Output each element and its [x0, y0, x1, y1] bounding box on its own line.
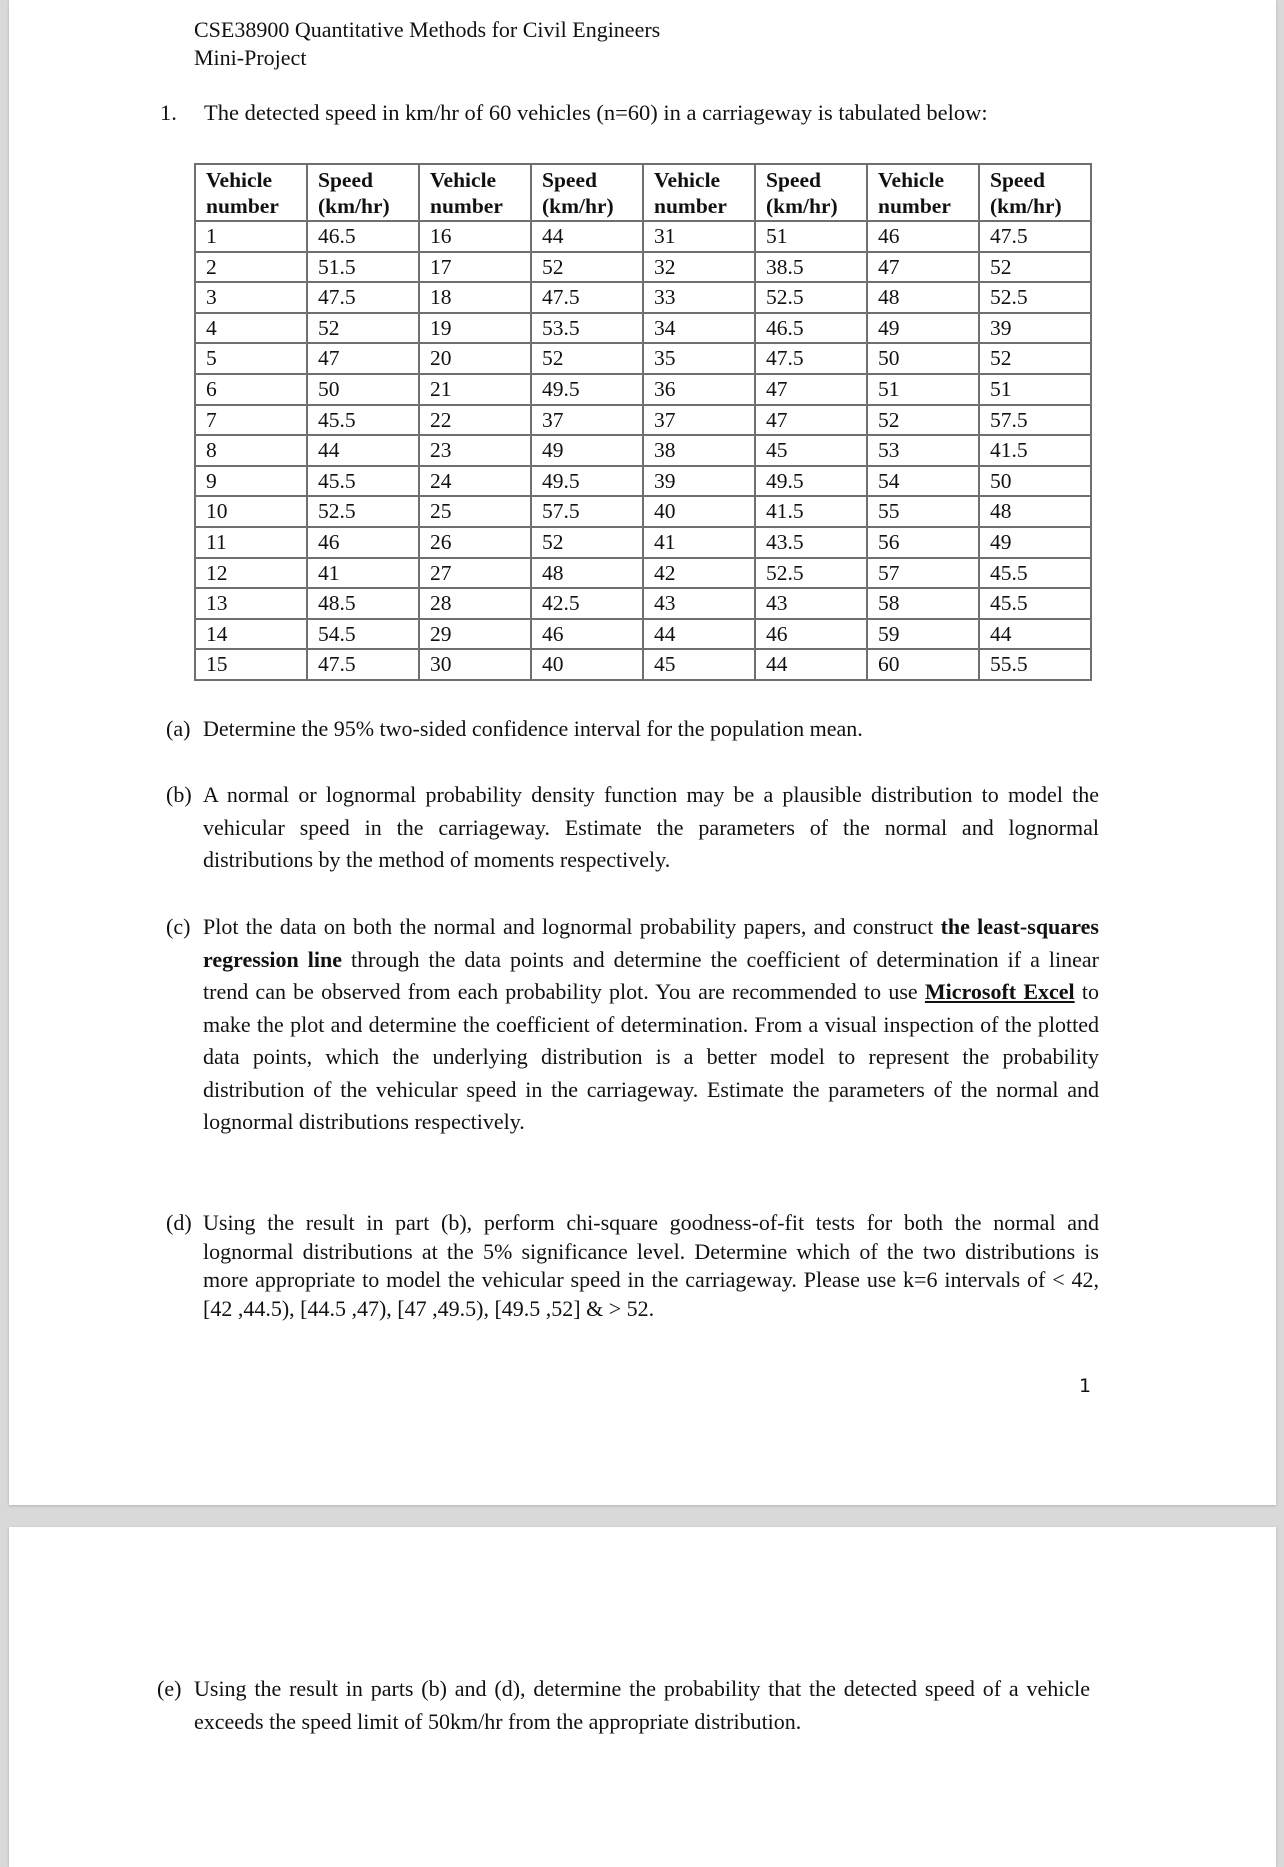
part-b: [166, 779, 1099, 877]
speed-cell: 48: [979, 496, 1091, 527]
vehicle-number-cell: 55: [867, 496, 979, 527]
part-a-label: (a): [166, 716, 191, 741]
table-row: [195, 527, 1091, 558]
vehicle-number-cell: 59: [867, 619, 979, 650]
vehicle-number-cell: 16: [419, 221, 531, 252]
speed-cell: 48: [531, 558, 643, 589]
speed-cell: 55.5: [979, 649, 1091, 680]
speed-cell: 51: [979, 374, 1091, 405]
vehicle-number-cell: 35: [643, 343, 755, 374]
part-c-text-1: Plot the data on both the normal and lognormal probability papers, and construct: [203, 914, 941, 939]
speed-cell: 37: [531, 405, 643, 436]
table-row: [195, 221, 1091, 252]
table-body: [195, 221, 1091, 680]
vehicle-number-cell: 21: [419, 374, 531, 405]
vehicle-number-cell: 20: [419, 343, 531, 374]
speed-cell: 47: [755, 405, 867, 436]
table-row: [195, 619, 1091, 650]
vehicle-number-cell: 58: [867, 588, 979, 619]
speed-cell: 45.5: [307, 466, 419, 497]
header-vehicle-number: Vehicle number: [419, 164, 531, 221]
header-vehicle-number: Vehicle number: [643, 164, 755, 221]
speed-cell: 49.5: [531, 466, 643, 497]
part-b-text: A normal or lognormal probability density function may be a plausible distribution to model the vehicular speed in the carriageway. Estimate the parameters of the normal and lognormal distributions by the method of moments respectively.: [203, 782, 1099, 872]
speed-cell: 52.5: [307, 496, 419, 527]
document-page-1: [9, 0, 1276, 1505]
speed-cell: 52: [979, 343, 1091, 374]
speed-cell: 40: [531, 649, 643, 680]
part-c-label: (c): [166, 914, 191, 939]
speed-cell: 41.5: [755, 496, 867, 527]
vehicle-number-cell: 15: [195, 649, 307, 680]
speed-cell: 44: [755, 649, 867, 680]
table-row: [195, 343, 1091, 374]
header-vehicle-number: Vehicle number: [867, 164, 979, 221]
speed-cell: 49.5: [531, 374, 643, 405]
speed-cell: 41.5: [979, 435, 1091, 466]
speed-data-table: [194, 163, 1092, 681]
vehicle-number-cell: 22: [419, 405, 531, 436]
vehicle-number-cell: 56: [867, 527, 979, 558]
vehicle-number-cell: 43: [643, 588, 755, 619]
speed-cell: 45.5: [979, 558, 1091, 589]
vehicle-number-cell: 18: [419, 282, 531, 313]
speed-cell: 44: [531, 221, 643, 252]
vehicle-number-cell: 33: [643, 282, 755, 313]
vehicle-number-cell: 51: [867, 374, 979, 405]
speed-cell: 46.5: [755, 313, 867, 344]
part-a-text: Determine the 95% two-sided confidence interval for the population mean.: [203, 716, 863, 741]
speed-cell: 46: [531, 619, 643, 650]
part-c-text-2: through the data points and determine the coefficient of determination if a linear trend can be observed from each probability plot. You are recommended to use: [203, 946, 1099, 1004]
speed-cell: 43: [755, 588, 867, 619]
vehicle-number-cell: 31: [643, 221, 755, 252]
speed-cell: 44: [979, 619, 1091, 650]
vehicle-number-cell: 28: [419, 588, 531, 619]
speed-cell: 51: [755, 221, 867, 252]
speed-cell: 52: [307, 313, 419, 344]
emphasis-least-squares: the least-squares regression line: [203, 914, 1099, 972]
vehicle-number-cell: 8: [195, 435, 307, 466]
vehicle-number-cell: 17: [419, 252, 531, 283]
speed-cell: 53.5: [531, 313, 643, 344]
part-c-text: [203, 911, 1099, 1139]
speed-cell: 52.5: [979, 282, 1091, 313]
vehicle-number-cell: 47: [867, 252, 979, 283]
vehicle-number-cell: 36: [643, 374, 755, 405]
speed-cell: 49: [979, 527, 1091, 558]
document-subtitle: Mini-Project: [194, 45, 307, 70]
speed-cell: 49.5: [755, 466, 867, 497]
speed-cell: 41: [307, 558, 419, 589]
vehicle-number-cell: 5: [195, 343, 307, 374]
vehicle-number-cell: 49: [867, 313, 979, 344]
course-title: CSE38900 Quantitative Methods for Civil Engineers: [194, 17, 661, 42]
part-e-label: (e): [157, 1676, 182, 1701]
speed-cell: 47: [755, 374, 867, 405]
table-row: [195, 313, 1091, 344]
table-row: [195, 466, 1091, 497]
vehicle-number-cell: 54: [867, 466, 979, 497]
question-intro-text: The detected speed in km/hr of 60 vehicles (n=60) in a carriageway is tabulated below:: [204, 100, 988, 125]
speed-cell: 52: [979, 252, 1091, 283]
vehicle-number-cell: 24: [419, 466, 531, 497]
vehicle-number-cell: 38: [643, 435, 755, 466]
vehicle-number-cell: 19: [419, 313, 531, 344]
vehicle-number-cell: 7: [195, 405, 307, 436]
table-header-row: [195, 164, 1091, 221]
vehicle-number-cell: 39: [643, 466, 755, 497]
vehicle-number-cell: 13: [195, 588, 307, 619]
table-row: [195, 282, 1091, 313]
speed-cell: 54.5: [307, 619, 419, 650]
header-vehicle-number: Vehicle number: [195, 164, 307, 221]
table-row: [195, 405, 1091, 436]
vehicle-number-cell: 48: [867, 282, 979, 313]
vehicle-number-cell: 12: [195, 558, 307, 589]
part-e: [157, 1673, 1090, 1738]
vehicle-number-cell: 27: [419, 558, 531, 589]
speed-cell: 52: [531, 343, 643, 374]
speed-cell: 49: [531, 435, 643, 466]
vehicle-number-cell: 9: [195, 466, 307, 497]
vehicle-number-cell: 46: [867, 221, 979, 252]
vehicle-number-cell: 50: [867, 343, 979, 374]
part-d: [166, 1209, 1099, 1323]
part-c: [166, 911, 1099, 1139]
header-speed: Speed (km/hr): [755, 164, 867, 221]
vehicle-number-cell: 26: [419, 527, 531, 558]
part-c-text-3: to make the plot and determine the coefficient of determination. From a visual inspection of the plotted data points, which the underlying distribution is a better model to represent the probability distribution of the vehicular speed in the carriageway. Estimate the parameters of the normal and lognormal distributions respectively.: [203, 979, 1099, 1134]
vehicle-number-cell: 34: [643, 313, 755, 344]
speed-cell: 47.5: [755, 343, 867, 374]
vehicle-number-cell: 14: [195, 619, 307, 650]
speed-cell: 46: [755, 619, 867, 650]
table-row: [195, 558, 1091, 589]
table-row: [195, 374, 1091, 405]
vehicle-number-cell: 3: [195, 282, 307, 313]
vehicle-number-cell: 6: [195, 374, 307, 405]
vehicle-number-cell: 4: [195, 313, 307, 344]
vehicle-number-cell: 1: [195, 221, 307, 252]
page-number: 1: [1079, 1375, 1092, 1397]
vehicle-number-cell: 57: [867, 558, 979, 589]
speed-cell: 38.5: [755, 252, 867, 283]
vehicle-number-cell: 44: [643, 619, 755, 650]
table-row: [195, 588, 1091, 619]
vehicle-number-cell: 52: [867, 405, 979, 436]
vehicle-number-cell: 29: [419, 619, 531, 650]
vehicle-number-cell: 37: [643, 405, 755, 436]
speed-cell: 45.5: [307, 405, 419, 436]
part-d-text: Using the result in part (b), perform chi-square goodness-of-fit tests for both the normal and lognormal distributions at the 5% significance level. Determine which of the two distributions is more appropriate to model the vehicular speed in the carriageway. Please use k=6 intervals of < 42, [42 ,44.5), [44.5 ,47), [47 ,49.5), [49.5 ,52] & > 52.: [203, 1210, 1099, 1321]
speed-cell: 52: [531, 527, 643, 558]
vehicle-number-cell: 25: [419, 496, 531, 527]
vehicle-number-cell: 32: [643, 252, 755, 283]
speed-cell: 47.5: [979, 221, 1091, 252]
speed-cell: 46: [307, 527, 419, 558]
vehicle-number-cell: 2: [195, 252, 307, 283]
vehicle-number-cell: 11: [195, 527, 307, 558]
vehicle-number-cell: 60: [867, 649, 979, 680]
speed-cell: 42.5: [531, 588, 643, 619]
vehicle-number-cell: 45: [643, 649, 755, 680]
speed-cell: 47: [307, 343, 419, 374]
vehicle-number-cell: 41: [643, 527, 755, 558]
speed-cell: 52.5: [755, 558, 867, 589]
speed-cell: 44: [307, 435, 419, 466]
vehicle-number-cell: 42: [643, 558, 755, 589]
part-b-label: (b): [166, 782, 192, 807]
vehicle-number-cell: 10: [195, 496, 307, 527]
header-speed: Speed (km/hr): [307, 164, 419, 221]
vehicle-number-cell: 30: [419, 649, 531, 680]
vehicle-number-cell: 40: [643, 496, 755, 527]
header-speed: Speed (km/hr): [979, 164, 1091, 221]
part-d-label: (d): [166, 1210, 192, 1235]
part-a: [166, 713, 1099, 746]
speed-cell: 57.5: [531, 496, 643, 527]
speed-cell: 47.5: [307, 649, 419, 680]
speed-cell: 52.5: [755, 282, 867, 313]
speed-cell: 48.5: [307, 588, 419, 619]
speed-cell: 39: [979, 313, 1091, 344]
speed-cell: 46.5: [307, 221, 419, 252]
table-row: [195, 435, 1091, 466]
emphasis-microsoft-excel: Microsoft Excel: [924, 979, 1075, 1004]
table-row: [195, 649, 1091, 680]
vehicle-number-cell: 53: [867, 435, 979, 466]
speed-cell: 50: [307, 374, 419, 405]
table-row: [195, 252, 1091, 283]
question-number: 1.: [160, 100, 177, 125]
speed-cell: 43.5: [755, 527, 867, 558]
speed-cell: 51.5: [307, 252, 419, 283]
part-e-text: Using the result in parts (b) and (d), determine the probability that the detected speed of a vehicle exceeds the speed limit of 50km/hr from the appropriate distribution.: [194, 1676, 1090, 1734]
speed-cell: 52: [531, 252, 643, 283]
vehicle-number-cell: 23: [419, 435, 531, 466]
speed-cell: 47.5: [307, 282, 419, 313]
speed-cell: 47.5: [531, 282, 643, 313]
speed-cell: 45.5: [979, 588, 1091, 619]
speed-cell: 45: [755, 435, 867, 466]
speed-cell: 57.5: [979, 405, 1091, 436]
speed-cell: 50: [979, 466, 1091, 497]
table-row: [195, 496, 1091, 527]
header-speed: Speed (km/hr): [531, 164, 643, 221]
